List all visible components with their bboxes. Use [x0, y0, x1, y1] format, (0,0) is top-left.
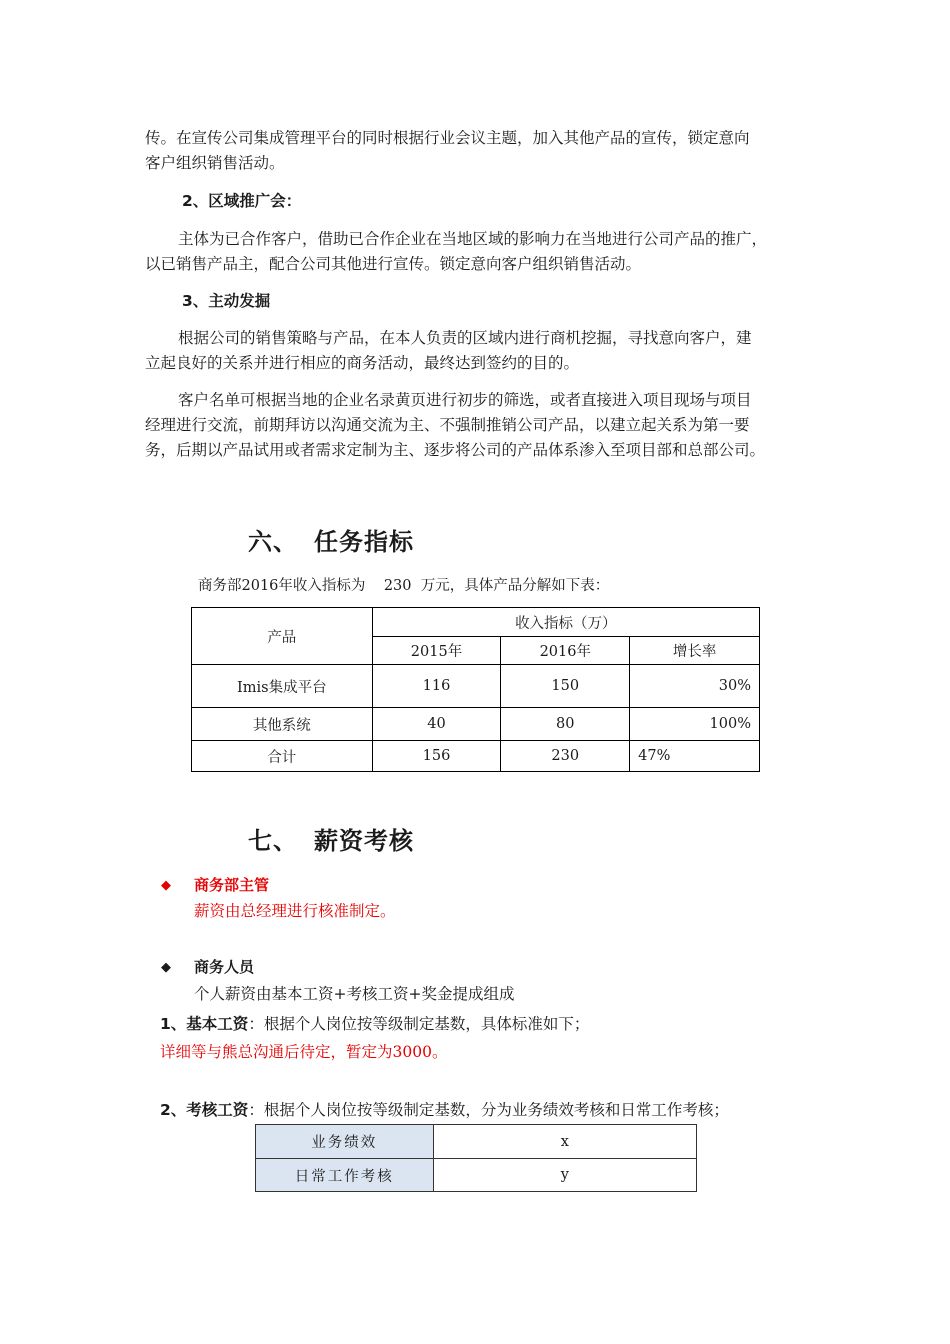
assessment-salary-text: ：根据个人岗位按等级制定基数，分为业务绩效考核和日常工作考核； — [248, 1101, 729, 1119]
table-row — [256, 1159, 697, 1192]
assessment-salary-number: 2、 — [160, 1101, 187, 1119]
active-p2-line-1: 客户名单可根据当地的企业名录黄页进行初步的筛选，或者直接进入项目现场与项目 — [178, 391, 752, 409]
section-six-title — [248, 522, 414, 557]
income-summary: 商务部2016年收入指标为 230 万元，具体产品分解如下表： — [198, 578, 610, 594]
cell-growth: 100% — [630, 708, 760, 741]
basic-salary-number: 1、 — [160, 1015, 187, 1033]
basic-salary-line — [160, 1013, 589, 1035]
header-product: 产品 — [192, 608, 373, 665]
cell-growth: 30% — [630, 665, 760, 708]
diamond-bullet-icon: ◆ — [161, 878, 171, 893]
assessment-item: 业务绩效 — [256, 1125, 434, 1159]
assessment-salary-line — [160, 1099, 729, 1121]
section-six-number: 六、 — [248, 528, 298, 556]
cell-2016: 150 — [501, 665, 630, 708]
cell-2015: 40 — [372, 708, 501, 741]
cell-2015: 156 — [372, 741, 501, 772]
diamond-bullet-icon: ◆ — [161, 960, 171, 975]
header-income: 收入指标（万） — [372, 608, 759, 637]
active-p2-line-2: 经理进行交流，前期拜访以沟通交流为主、不强制推销公司产品，以建立起关系为第一要 — [145, 416, 750, 434]
income-table — [191, 607, 760, 772]
staff-text: 个人薪资由基本工资+考核工资+奖金提成组成 — [194, 985, 515, 1003]
header-growth: 增长率 — [630, 637, 760, 665]
assessment-table — [255, 1124, 697, 1192]
table-row — [192, 665, 760, 708]
section-six-title-text: 任务指标 — [314, 528, 414, 556]
cell-2015: 116 — [372, 665, 501, 708]
section-seven-title-text: 薪资考核 — [314, 827, 414, 855]
basic-salary-label: 基本工资 — [186, 1015, 249, 1033]
cell-product: Imis集成平台 — [192, 665, 373, 708]
active-p2-line-3: 务，后期以产品试用或者需求定制为主、逐步将公司的产品体系渗入至项目部和总部公司。 — [145, 441, 766, 459]
assessment-salary-label: 考核工资 — [186, 1101, 249, 1119]
section-heading-active: 3、主动发掘 — [182, 292, 271, 310]
intro-line-2: 客户组织销售活动。 — [145, 154, 285, 172]
assessment-item: 日常工作考核 — [256, 1159, 434, 1192]
cell-2016: 230 — [501, 741, 630, 772]
assessment-value: y — [433, 1159, 696, 1192]
header-2016: 2016年 — [501, 637, 630, 665]
cell-product: 其他系统 — [192, 708, 373, 741]
regional-line-2: 以已销售产品主，配合公司其他进行宣传。锁定意向客户组织销售活动。 — [145, 255, 642, 273]
section-seven-title — [248, 821, 414, 856]
section-heading-regional: 2、区域推广会： — [182, 192, 302, 210]
header-2015: 2015年 — [372, 637, 501, 665]
regional-line-1: 主体为已合作客户，借助已合作企业在当地区域的影响力在当地进行公司产品的推广， — [178, 230, 768, 248]
table-row — [192, 741, 760, 772]
intro-line-1: 传。在宣传公司集成管理平台的同时根据行业会议主题，加入其他产品的宣传，锁定意向 — [145, 129, 750, 147]
table-row — [256, 1125, 697, 1159]
staff-label: 商务人员 — [194, 958, 255, 976]
cell-product: 合计 — [192, 741, 373, 772]
table-row — [192, 708, 760, 741]
assessment-value: x — [433, 1125, 696, 1159]
active-p1-line-2: 立起良好的关系并进行相应的商务活动，最终达到签约的目的。 — [145, 354, 580, 372]
basic-salary-text: ：根据个人岗位按等级制定基数，具体标准如下； — [248, 1015, 590, 1033]
cell-growth: 47% — [630, 741, 760, 772]
active-p1-line-1: 根据公司的销售策略与产品，在本人负责的区域内进行商机挖掘，寻找意向客户，建 — [178, 329, 752, 347]
manager-label: 商务部主管 — [194, 876, 270, 894]
section-seven-number: 七、 — [248, 827, 298, 855]
cell-2016: 80 — [501, 708, 630, 741]
basic-salary-note: 详细等与熊总沟通后待定，暂定为3000。 — [160, 1043, 448, 1061]
manager-text: 薪资由总经理进行核准制定。 — [194, 902, 396, 920]
